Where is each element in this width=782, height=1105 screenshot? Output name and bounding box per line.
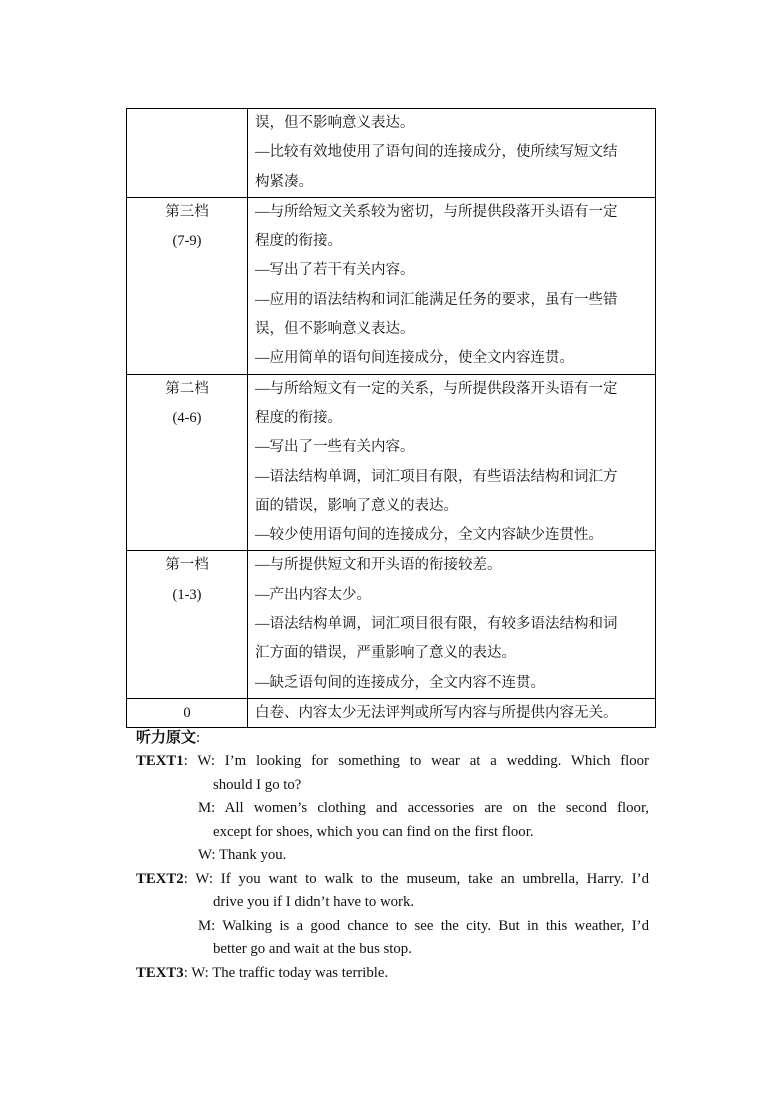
scoring-rubric-table xyxy=(126,108,656,728)
transcript-line xyxy=(136,750,649,774)
level-label: 第二档 xyxy=(165,380,209,397)
description-line: —与所提供短文和开头语的衔接较差。 xyxy=(255,557,502,574)
rubric-row-tier1 xyxy=(127,551,656,698)
description-line: —缺乏语句间的连接成分，全文内容不连贯。 xyxy=(255,674,545,691)
description-line: —产出内容太少。 xyxy=(255,586,371,603)
description-line: 程度的衔接。 xyxy=(255,409,342,426)
rubric-row-tier2 xyxy=(127,374,656,551)
text-tag: TEXT1 xyxy=(136,753,184,769)
description-line: 程度的衔接。 xyxy=(255,233,342,250)
description-line: 误，但不影响意义表达。 xyxy=(255,115,415,131)
listening-heading xyxy=(136,726,200,750)
description-line: —较少使用语句间的连接成分，全文内容缺少连贯性。 xyxy=(255,527,603,544)
description-line: 面的错误，影响了意义的表达。 xyxy=(255,497,458,514)
transcript-line: better go and wait at the bus stop. xyxy=(213,941,412,957)
transcript-line: drive you if I didn’t have to work. xyxy=(213,894,415,910)
transcript-line: except for shoes, which you can find on the first floor. xyxy=(213,823,534,840)
description-cell xyxy=(248,698,656,727)
description-line: —应用简单的语句间连接成分，使全文内容连贯。 xyxy=(255,350,574,367)
text-tag: TEXT3 xyxy=(136,964,184,981)
dialogue-text: : W: If you want to walk to the museum, take an umbrella, Harry. I’d xyxy=(183,870,649,887)
transcript-line: M: All women’s clothing and accessories are on the second floor, xyxy=(198,800,649,816)
level-cell xyxy=(127,698,248,727)
transcript-line xyxy=(136,868,649,892)
transcript-line: should I go to? xyxy=(213,776,302,793)
text-tag: TEXT2 xyxy=(136,870,184,887)
description-line: 误，但不影响意义表达。 xyxy=(255,321,415,338)
listening-transcript xyxy=(136,750,649,985)
description-line: —与所给短文关系较为密切，与所提供段落开头语有一定 xyxy=(255,203,618,220)
description-line: —应用的语法结构和词汇能满足任务的要求，虽有一些错 xyxy=(255,291,618,308)
transcript-line: W: Thank you. xyxy=(198,847,287,863)
transcript-line: M: Walking is a good chance to see the city. But in this weather, I’d xyxy=(198,917,649,934)
level-cell xyxy=(127,551,248,698)
rubric-row-continued xyxy=(127,109,656,198)
level-range: (1-3) xyxy=(172,586,202,603)
rubric-row-tier3 xyxy=(127,197,656,374)
heading-colon: : xyxy=(196,730,201,746)
level-label: 第一档 xyxy=(165,557,209,574)
description-line: 构紧凑。 xyxy=(255,173,313,190)
description-line: 白卷、内容太少无法评判或所写内容与所提供内容无关。 xyxy=(255,704,618,721)
description-line: —与所给短文有一定的关系，与所提供段落开头语有一定 xyxy=(255,380,618,397)
description-line: —写出了一些有关内容。 xyxy=(255,439,415,456)
description-cell xyxy=(248,551,656,698)
listening-heading-text: 听力原文 xyxy=(136,730,197,746)
level-cell xyxy=(127,374,248,551)
level-cell xyxy=(127,197,248,374)
description-line: —语法结构单调，词汇项目有限，有些语法结构和词汇方 xyxy=(255,468,618,485)
dialogue-text: : W: I’m looking for something to wear at a wedding. Which floor xyxy=(183,753,649,769)
level-cell-empty xyxy=(127,109,248,198)
dialogue-text: : W: The traffic today was terrible. xyxy=(183,964,389,981)
level-range: (4-6) xyxy=(172,409,202,426)
description-cell xyxy=(248,109,656,198)
description-line: —比较有效地使用了语句间的连接成分，使所续写短文结 xyxy=(255,144,618,161)
level-range: (7-9) xyxy=(172,233,202,250)
description-line: —语法结构单调，词汇项目很有限，有较多语法结构和词 xyxy=(255,616,618,633)
transcript-line xyxy=(136,962,649,986)
description-cell xyxy=(248,374,656,551)
description-line: 汇方面的错误，严重影响了意义的表达。 xyxy=(255,645,516,662)
level-label: 0 xyxy=(183,704,191,721)
description-line: —写出了若干有关内容。 xyxy=(255,262,415,279)
rubric-row-tier0 xyxy=(127,698,656,727)
level-label: 第三档 xyxy=(165,203,209,220)
description-cell xyxy=(248,197,656,374)
